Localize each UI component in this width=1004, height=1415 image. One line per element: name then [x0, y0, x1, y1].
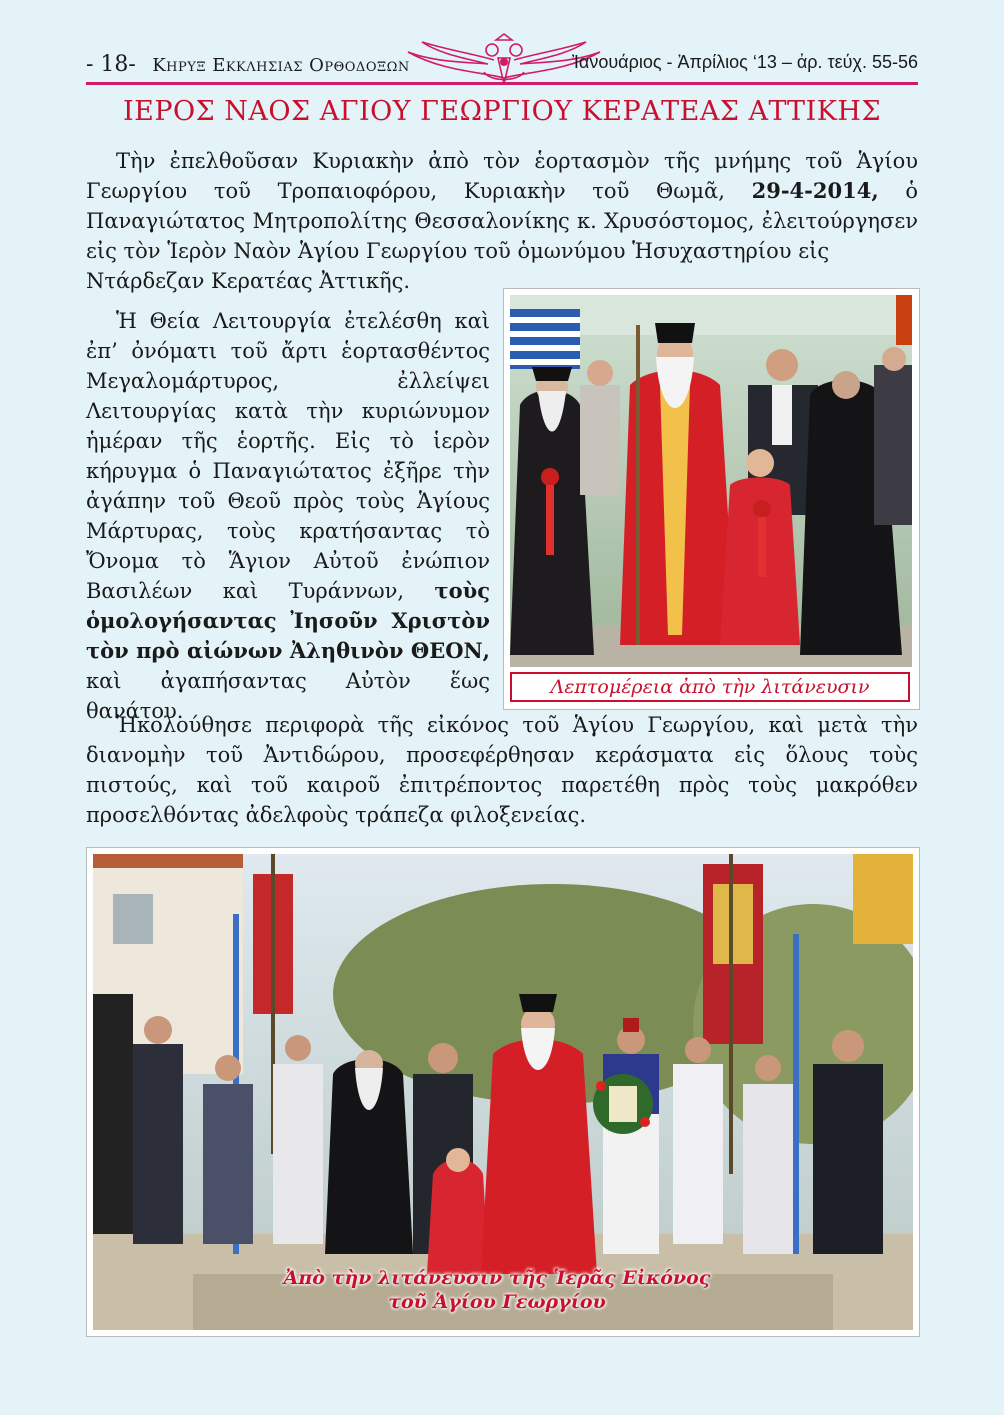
paragraph-2 [86, 306, 490, 726]
p2-bold-text: τοὺς ὁμολογήσαντας Ἰησοῦν Χριστὸν τὸν πρὸ αἰώνων Ἀληθινὸν ΘΕΟΝ, [86, 578, 490, 663]
photo-procession-detail-image [510, 295, 912, 667]
publication-name: Κηρυξ Εκκλησιας Ορθοδοξων [152, 55, 410, 76]
photo-icon-procession-image [93, 854, 913, 1330]
photo-icon-procession [86, 847, 920, 1337]
p2-text-b: καὶ ἀγαπήσαντας Αὐτὸν ἕως θανάτου. [86, 669, 490, 723]
photo2-caption-line2: τοῦ Ἁγίου Γεωργίου [388, 1291, 606, 1313]
p1-text-a: Τὴν ἐπελθοῦσαν Κυριακὴν ἀπὸ τὸν ἑορτασμὸν τῆς μνήμης τοῦ Ἁγίου Γεωργίου τοῦ Τροπαιοφόρου, Κυριακὴν τοῦ Θωμᾶ, [86, 149, 918, 203]
photo1-caption: Λεπτομέρεια ἀπὸ τὴν λιτάνευσιν [510, 672, 910, 702]
p1-date: 29-4-2014, [751, 178, 879, 203]
article-title: ΙΕΡΟΣ ΝΑΟΣ ΑΓΙΟΥ ΓΕΩΡΓΙΟΥ ΚΕΡΑΤΕΑΣ ΑΤΤΙΚΗΣ [122, 96, 882, 127]
page-number: - 18- [86, 52, 136, 77]
header-rule [86, 82, 918, 85]
photo2-caption [267, 1266, 727, 1314]
p1-text-b: ὁ Παναγιώτατος Μητροπολίτης Θεσσαλονίκης κ. Χρυσόστομος, ἐλειτούργησεν εἰς τὸν Ἱερὸν Ναὸν Ἁγίου Γεωργίου τοῦ ὁμωνύμου Ἡσυχαστηρίου εἰς [86, 179, 918, 263]
paragraph-1-end: Ντάρδεζαν Κερατέας Ἀττικῆς. [86, 269, 411, 293]
photo-procession-detail [503, 288, 920, 710]
header-left [86, 52, 410, 77]
paragraph-3: Ἠκολούθησε περιφορὰ τῆς εἰκόνος τοῦ Ἁγίου Γεωργίου, καὶ μετὰ τὴν διανομὴν τοῦ Ἀντιδώρου, προσεφέρθησαν κεράσματα εἰς ὅλους τοὺς πιστούς, καὶ τοῦ καιροῦ ἐπιτρέποντος παρετέθη πρὸς τοὺς μακρόθεν προσελθόντας ἀδελφοὺς τράπεζα φιλοξενείας. [86, 713, 918, 827]
paragraph-1 [86, 146, 918, 266]
p2-text-a: Ἡ Θεία Λειτουργία ἐτελέσθη καὶ ἐπ’ ὀνόματι τοῦ ἄρτι ἑορτασθέντος Μεγαλομάρτυρος, ἐλλείψει Λειτουργίας κατὰ τὴν κυριώνυμον ἡμέραν τῆς ἑορτῆς. Εἰς τὸ ἱερὸν κήρυγμα ὁ Παναγιώτατος ἐξῆρε τὴν ἀγάπην τοῦ Θεοῦ πρὸς τοὺς Ἁγίους Μάρτυρας, τοὺς κρατήσαντας τὸ Ὄνομα τὸ Ἅγιον Αὐτοῦ ἐνώπιον Βασιλέων καὶ Τυράννων, [86, 309, 490, 603]
issue-info: Ἰανουάριος - Ἀπρίλιος ‘13 – ἀρ. τεύχ. 55-56 [572, 52, 918, 72]
clergy-group-image [510, 295, 912, 667]
photo2-caption-line1: Ἀπὸ τὴν λιτάνευσιν τῆς Ἱερᾶς Εἰκόνος [283, 1267, 711, 1289]
procession-crowd-image [93, 854, 913, 1330]
page-header [86, 44, 918, 84]
